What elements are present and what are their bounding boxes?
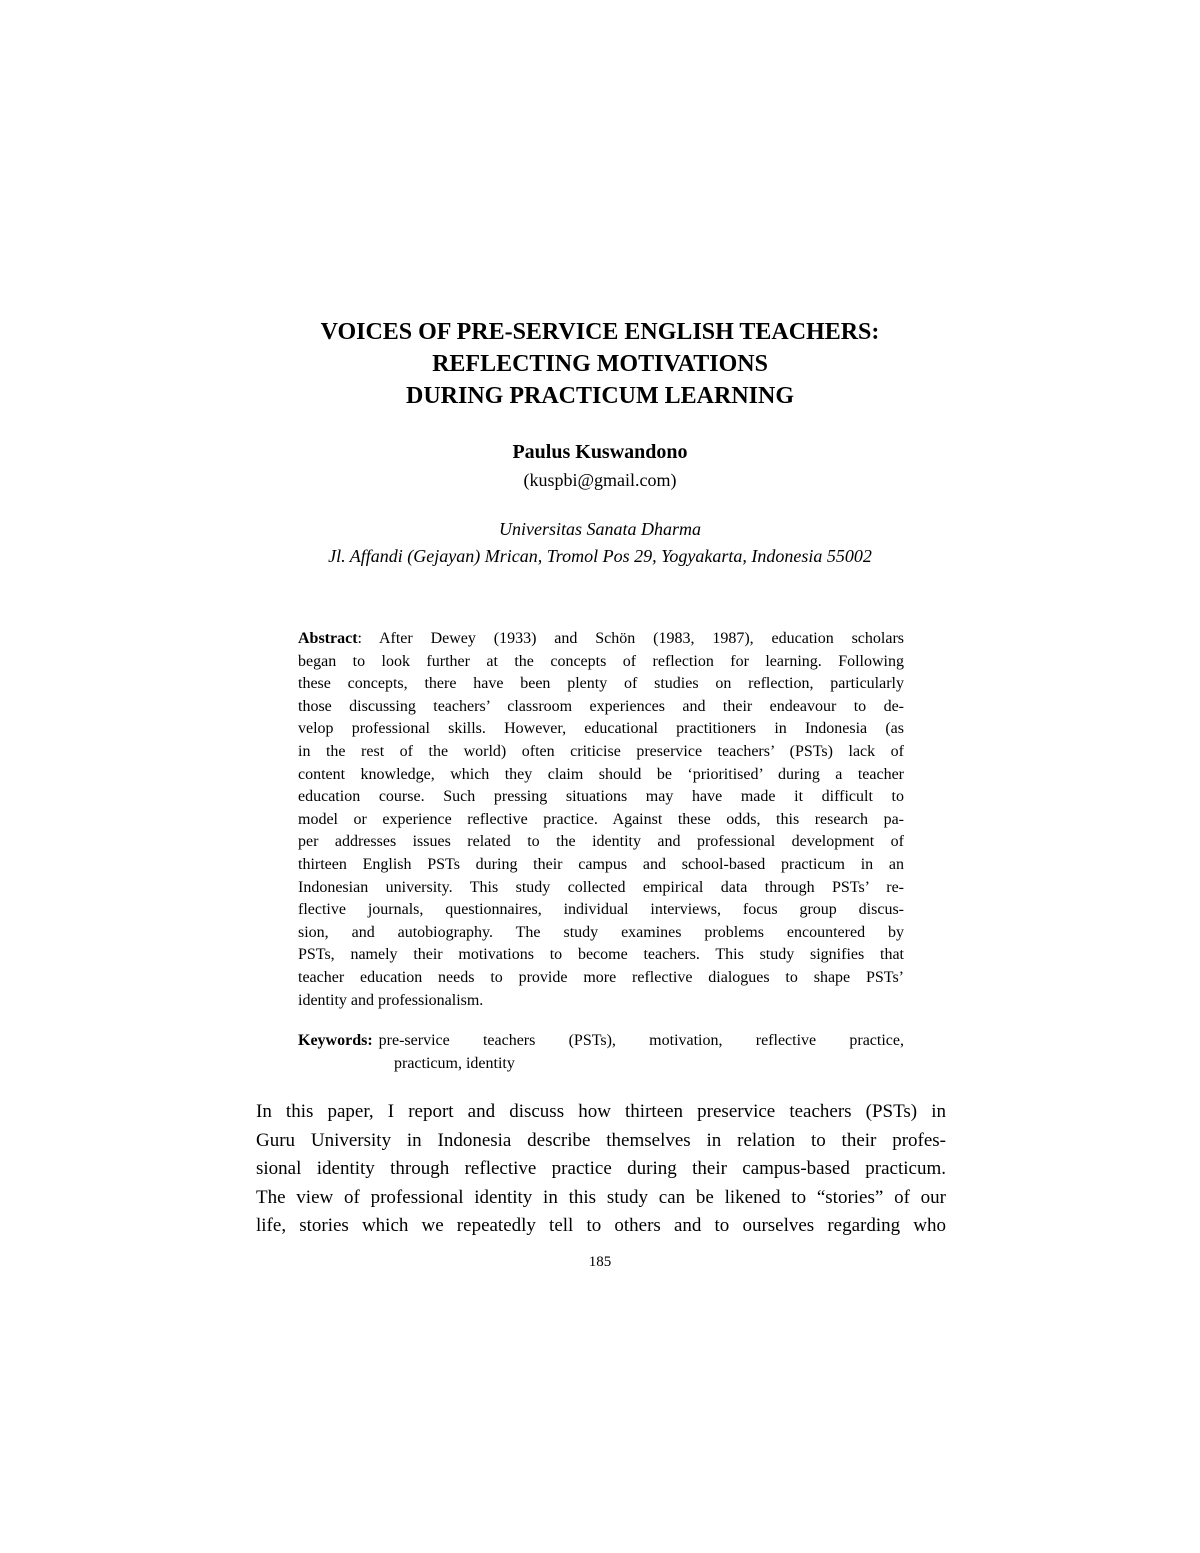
keywords-label: Keywords: [298,1032,373,1049]
abstract-line [298,628,904,651]
page-number: 185 [588,1254,612,1270]
affiliation [0,516,1200,570]
abstract-line: sion, and autobiography. The study examines problems encountered by [298,923,904,941]
abstract-line: in the rest of the world) often criticise preservice teachers’ (PSTs) lack of [298,742,904,760]
body-line: life, stories which we repeatedly tell to others and to ourselves regarding who [256,1215,946,1237]
abstract-line: identity and professionalism. [298,991,484,1009]
title-line-2: REFLECTING MOTIVATIONS [432,351,768,377]
abstract-line: those discussing teachers’ classroom experiences and their endeavour to de- [298,697,904,715]
abstract-label: Abstract [298,630,358,647]
abstract-line: Indonesian university. This study collected empirical data through PSTs’ re- [298,878,904,896]
affiliation-address: Jl. Affandi (Gejayan) Mrican, Tromol Pos 29, Yogyakarta, Indonesia 55002 [328,546,872,566]
abstract-line-text: : After Dewey (1933) and Schön (1983, 1987), education scholars [357,630,904,647]
abstract-line: education course. Such pressing situations may have made it difficult to [298,788,904,806]
abstract-line: PSTs, namely their motivations to become teachers. This study signifies that [298,946,904,964]
paper-title [0,316,1200,412]
abstract-line: teacher education needs to provide more reflective dialogues to shape PSTs’ [298,968,904,986]
title-line-3: DURING PRACTICUM LEARNING [405,383,794,409]
author-name: Paulus Kuswandono [512,441,688,463]
keywords-line-2: practicum, identity [394,1055,515,1072]
abstract-line: content knowledge, which they claim should be ‘prioritised’ during a teacher [298,765,904,783]
abstract-line: velop professional skills. However, educational practitioners in Indonesia (as [298,720,904,738]
author-email: (kuspbi@gmail.com) [523,470,677,490]
abstract-line: flective journals, questionnaires, individual interviews, focus group discus- [298,901,904,919]
abstract-line: per addresses issues related to the identity and professional development of [298,833,904,851]
abstract-line: model or experience reflective practice. Against these odds, this research pa- [298,810,904,828]
abstract-line: began to look further at the concepts of reflection for learning. Following [298,652,904,670]
body-line: Guru University in Indonesia describe themselves in relation to their profes- [256,1129,946,1151]
abstract-line: thirteen English PSTs during their campus and school-based practicum in an [298,855,904,873]
keywords [298,1029,904,1075]
abstract-line: these concepts, there have been plenty of studies on reflection, particularly [298,675,904,693]
body-line: sional identity through reflective practice during their campus-based practicum. [256,1158,946,1180]
title-line-1: VOICES OF PRE-SERVICE ENGLISH TEACHERS: [320,319,880,345]
keywords-row [298,1029,904,1052]
body-paragraph [256,1098,946,1241]
abstract [298,628,904,1012]
body-line: In this paper, I report and discuss how thirteen preservice teachers (PSTs) in [256,1101,946,1122]
keywords-line-1: pre-service teachers (PSTs), motivation, reflective practice, [378,1032,904,1049]
body-line: The view of professional identity in this study can be likened to “stories” of our [256,1186,946,1208]
affiliation-institution: Universitas Sanata Dharma [499,519,701,539]
